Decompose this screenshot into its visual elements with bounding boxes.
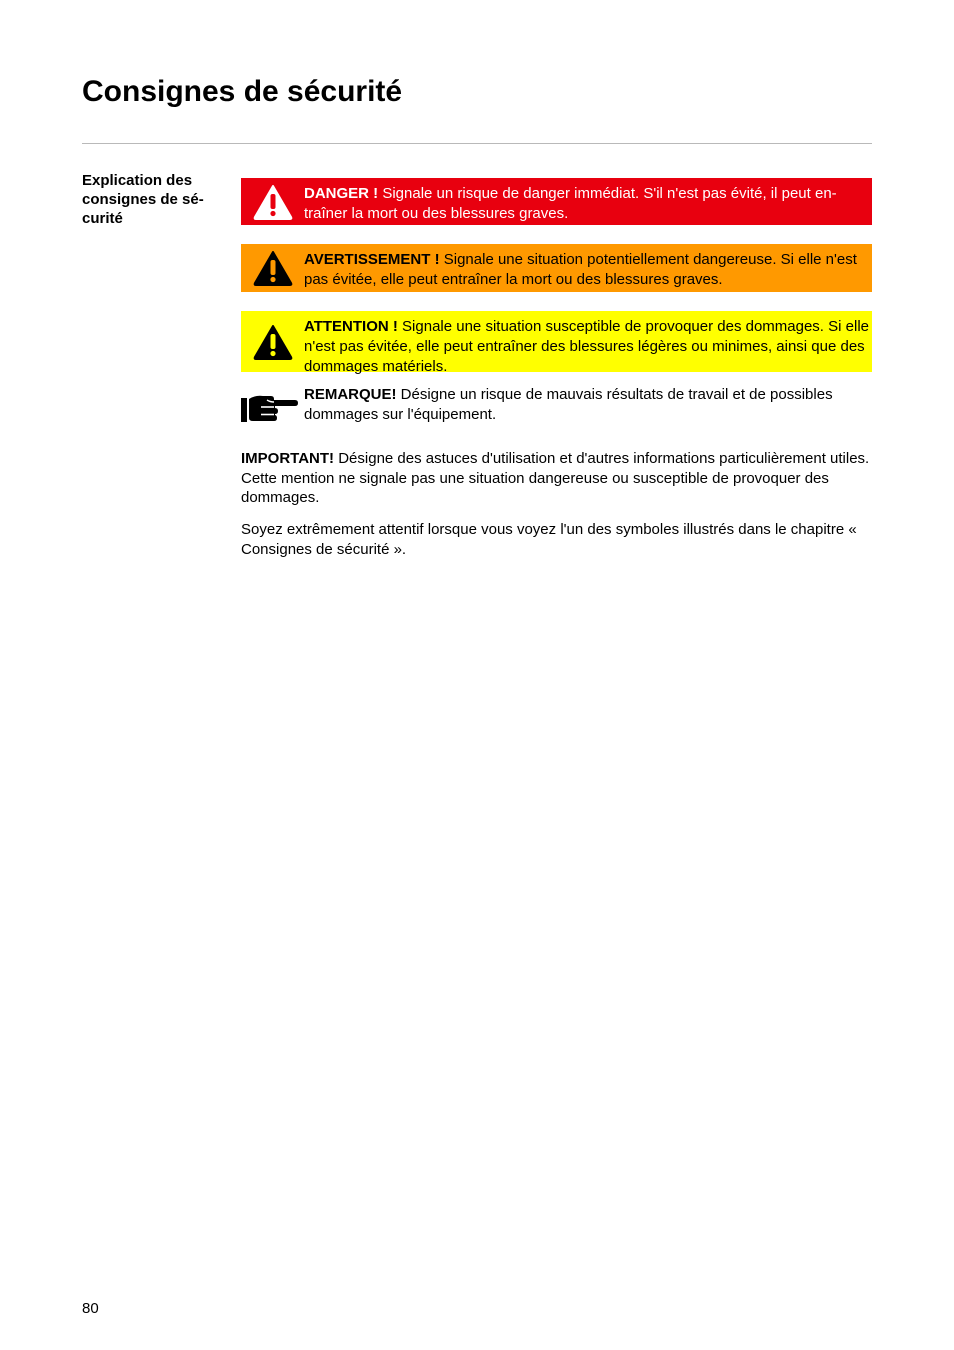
warning-label: AVERTISSEMENT ! xyxy=(304,251,440,268)
warning-triangle-icon xyxy=(253,324,293,360)
caution-label: ATTENTION ! xyxy=(304,318,398,335)
warning-icon-cell xyxy=(241,244,304,292)
page-title: Consignes de sécurité xyxy=(82,75,403,108)
important-description: Désigne des astuces d'utilisation et d'autres informations particulièrement utiles. Cette mention ne signale pas une situation dangereuse ou susceptible de provoquer des dommages. xyxy=(241,450,870,507)
note-text xyxy=(304,384,872,425)
note-label: REMARQUE! xyxy=(304,386,397,403)
caution-description: Signale une situation susceptible de provoquer des dommages. Si elle n'est pas évitée, elle peut entraîner des blessures légères ou minimes, ainsi que des dommages matériels. xyxy=(304,318,869,375)
note-notice xyxy=(241,384,872,432)
warning-text xyxy=(304,244,872,290)
section-heading: Explication des consignes de sé-curité xyxy=(82,172,204,227)
caution-notice xyxy=(241,311,872,375)
note-description: Désigne un risque de mauvais résultats de travail et de possibles dommages sur l'équipement. xyxy=(304,386,833,423)
warning-description: Signale une situation potentiellement dangereuse. Si elle n'est pas évitée, elle peut entraîner la mort ou des blessures graves. xyxy=(304,251,857,288)
note-icon-cell xyxy=(241,384,304,432)
attention-paragraph: Soyez extrêmement attentif lorsque vous voyez l'un des symboles illustrés dans le chapitre « Consignes de sécurité ». xyxy=(241,521,857,558)
pointing-hand-icon xyxy=(241,390,299,424)
danger-text xyxy=(304,178,872,224)
danger-icon-cell xyxy=(241,178,304,225)
title-divider xyxy=(82,143,872,144)
important-paragraph xyxy=(241,449,872,508)
warning-notice xyxy=(241,244,872,292)
page-number: 80 xyxy=(82,1300,99,1317)
caution-text xyxy=(304,311,872,376)
caution-icon-cell xyxy=(241,311,304,372)
important-label: IMPORTANT! xyxy=(241,450,335,467)
danger-description: Signale un risque de danger immédiat. S'il n'est pas évité, il peut en-traîner la mort ou des blessures graves. xyxy=(304,185,837,222)
danger-label: DANGER ! xyxy=(304,185,379,202)
danger-notice xyxy=(241,178,872,225)
warning-triangle-icon xyxy=(253,184,293,220)
warning-triangle-icon xyxy=(253,250,293,286)
